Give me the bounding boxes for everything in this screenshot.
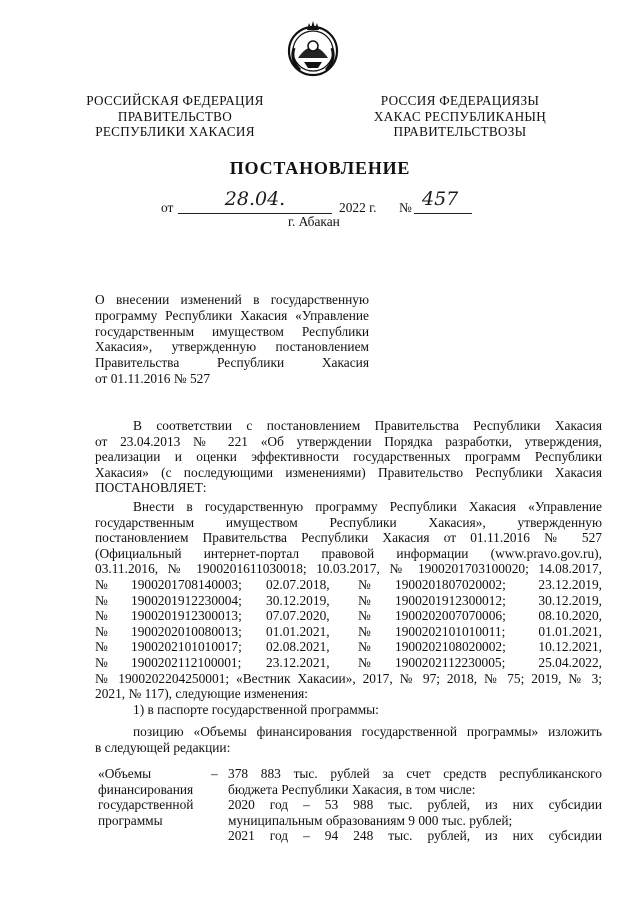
label-line: государственной <box>98 797 194 813</box>
row-cell: № <box>95 623 108 639</box>
header-right-line: ПРАВИТЕЛЬСТВОЗЫ <box>393 124 527 139</box>
row-cell: 1900201708140003; <box>131 577 242 592</box>
value-line: муниципальным образованиям 9 000 тыс. рублей; <box>228 812 513 828</box>
header-left-line: РОССИЙСКАЯ ФЕДЕРАЦИЯ <box>86 93 264 108</box>
subject-line: О внесении изменений в государственную <box>95 292 369 307</box>
header-left-line: ПРАВИТЕЛЬСТВО <box>117 108 233 124</box>
row-cell: 1900202108020002; <box>395 639 506 655</box>
row-cell: 02.07.2018, <box>266 577 330 592</box>
subject-line: программу Республики Хакасия «Управление <box>95 307 369 323</box>
row-cell: 02.08.2021, <box>266 639 330 655</box>
subject-line: Правительства Республики Хакасия <box>95 355 369 371</box>
header-right-line: РОССИЯ ФЕДЕРАЦИЯЗЫ <box>380 93 540 108</box>
row-cell: 08.10.2020, <box>538 608 602 624</box>
row-cell: № <box>95 608 108 624</box>
header-right <box>350 93 570 140</box>
coat-of-arms-emblem <box>282 18 344 80</box>
label-line: финансирования <box>98 781 194 797</box>
amend-paragraph <box>95 499 602 577</box>
label-line: программы <box>98 812 163 828</box>
row-cell: № <box>95 592 108 608</box>
row-cell: 1900202112230005; <box>395 655 506 670</box>
amend-line: государственным имуществом Республики Хакасия», утвержденную <box>95 514 602 530</box>
header-left-line: РЕСПУБЛИКИ ХАКАСИЯ <box>95 124 255 139</box>
intro-line: от 23.04.2013 № 221 «Об утверждении Порядка разработки, утверждения, <box>95 433 602 449</box>
row-cell: № <box>358 577 371 592</box>
intro-line: ПОСТАНОВЛЯЕТ: <box>95 480 207 496</box>
row-cell: 1900201912230004; <box>131 592 242 608</box>
after-rows <box>95 671 602 718</box>
position-paragraph <box>95 724 602 755</box>
year: 2022 г. <box>339 200 377 215</box>
number-label: № <box>399 200 412 215</box>
table-dash: – <box>211 766 218 781</box>
amend-line: (Официальный интернет-портал правовой информации (www.pravo.gov.ru), <box>95 545 602 561</box>
row-cell: 1900202101010017; <box>131 639 242 655</box>
row-cell: 07.07.2020, <box>266 608 330 624</box>
number-field <box>414 188 472 214</box>
subject-line: от 01.11.2016 № 527 <box>95 370 211 386</box>
row-cell: 25.04.2022, <box>538 655 602 670</box>
row-cell: 1900202101010011; <box>395 623 506 639</box>
after-line: 2021, № 117), следующие изменения: <box>95 686 309 702</box>
amend-line: постановлением Правительства Республики Хакасия от 01.11.2016 № 527 <box>95 530 602 546</box>
value-line: бюджета Республики Хакасия, в том числе: <box>228 781 476 797</box>
row-cell: № <box>358 608 371 624</box>
subject-line: Хакасия», утвержденную постановлением <box>95 339 369 355</box>
row-cell: 23.12.2019, <box>538 577 602 592</box>
position-line: позицию «Объемы финансирования государственной программы» изложить <box>133 724 602 739</box>
financing-value <box>228 766 602 844</box>
intro-line: Хакасия» (с последующими изменениями) Правительство Республики Хакасия <box>95 464 602 480</box>
row-cell: 1900201807020002; <box>395 577 506 592</box>
header-right-line: ХАКАС РЕСПУБЛИКАНЫҢ <box>373 108 547 124</box>
row-cell: 1900202007070006; <box>395 608 506 624</box>
value-line: 378 883 тыс. рублей за счет средств республиканского <box>228 766 602 781</box>
date-prefix: от <box>161 200 174 215</box>
subject-block <box>95 292 369 387</box>
row-cell: № <box>358 592 371 608</box>
row-cell: 01.01.2021, <box>266 623 330 639</box>
row-cell: 10.12.2021, <box>538 639 602 655</box>
intro-line: В соответствии с постановлением Правительства Республики Хакасия <box>133 418 602 433</box>
item-1: 1) в паспорте государственной программы: <box>133 701 379 717</box>
header-left <box>70 93 280 140</box>
value-line: 2021 год – 94 248 тыс. рублей, из них субсидии <box>228 828 602 844</box>
row-cell: 30.12.2019, <box>538 592 602 608</box>
row-cell: 1900202010080013; <box>131 623 242 639</box>
value-line: 2020 год – 53 988 тыс. рублей, из них субсидии <box>228 797 602 813</box>
row-cell: № <box>95 655 108 670</box>
amend-line: Внести в государственную программу Республики Хакасия «Управление <box>133 499 602 514</box>
row-cell: 1900201912300013; <box>131 608 242 624</box>
amend-line: 03.11.2016, № 1900201611030018; 10.03.2017, № 1900201703100020; 14.08.2017, <box>95 561 602 577</box>
number-handwritten: 457 <box>422 188 459 210</box>
row-cell: 01.01.2021, <box>538 623 602 639</box>
document-title: ПОСТАНОВЛЕНИЕ <box>229 158 411 178</box>
subject-line: государственным имуществом Республики <box>95 323 369 339</box>
row-cell: № <box>358 639 371 655</box>
row-cell: № <box>358 623 371 639</box>
city: г. Абакан <box>288 214 340 229</box>
label-line: «Объемы <box>98 766 152 781</box>
row-cell: 1900202112100001; <box>131 655 242 670</box>
row-cell: 30.12.2019, <box>266 592 330 608</box>
after-line: № 1900202204250001; «Вестник Хакасии», 2017, № 97; 2018, № 75; 2019, № 3; <box>95 670 602 686</box>
intro-line: реализации и оценки эффективности государственных программ Республики <box>95 449 602 465</box>
row-cell: № <box>95 577 108 592</box>
row-cell: 1900201912300012; <box>395 592 506 608</box>
intro-paragraph <box>95 418 602 496</box>
row-cell: № <box>95 639 108 655</box>
position-line: в следующей редакции: <box>95 739 231 755</box>
financing-label <box>98 766 228 828</box>
date-handwritten: 28.04. <box>224 188 286 210</box>
row-cell: № <box>358 655 371 670</box>
row-cell: 23.12.2021, <box>266 655 330 670</box>
date-field <box>178 188 332 214</box>
